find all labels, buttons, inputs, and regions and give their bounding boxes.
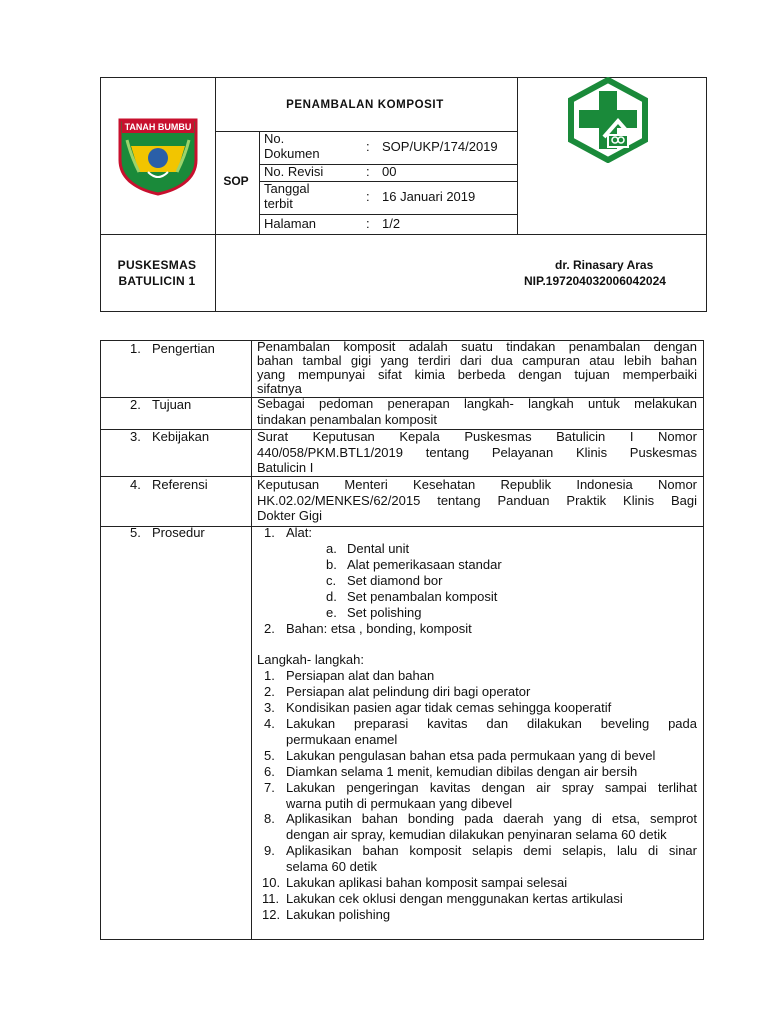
alat-letter: c. — [326, 573, 337, 588]
meta-colon: : — [366, 164, 370, 179]
section-label-kebijakan: Kebijakan — [152, 429, 210, 444]
document-title: PENAMBALAN KOMPOSIT — [286, 99, 444, 111]
alat-item: Alat pemerikasaan standar — [347, 557, 502, 572]
district-logo — [117, 116, 199, 196]
step-number: 1. — [264, 668, 275, 683]
signer-name: dr. Rinasary Aras — [555, 258, 654, 272]
meta-label-no-dokumen: No. Dokumen — [264, 131, 320, 161]
step-text: Aplikasikan bahan bonding pada daerah yang di etsa, semprot — [286, 811, 697, 826]
step-text: Lakukan cek oklusi dengan menggunakan kertas artikulasi — [286, 891, 623, 906]
section-number: 1. — [130, 341, 141, 356]
step-text-cont: warna putih di permukaan yang dibevel — [286, 796, 513, 811]
meta-value-halaman: 1/2 — [382, 216, 401, 231]
signer-nip: NIP.197204032006042024 — [524, 274, 666, 288]
step-number: 5. — [264, 748, 275, 763]
meta-label-tanggal-terbit: Tanggal terbit — [264, 181, 310, 211]
step-text: Lakukan preparasi kavitas dan dilakukan beveling pada — [286, 716, 697, 731]
bahan-text: Bahan: etsa , bonding, komposit — [286, 621, 472, 636]
district-logo-text: TANAH BUMBU — [124, 122, 192, 132]
alat-letter: a. — [326, 541, 337, 556]
step-number: 4. — [264, 716, 275, 731]
meta-colon: : — [366, 216, 370, 231]
step-number: 8. — [264, 811, 275, 826]
section-label-pengertian: Pengertian — [152, 341, 215, 356]
step-text-cont: permukaan enamel — [286, 732, 398, 747]
alat-letter: d. — [326, 589, 337, 604]
section-label-referensi: Referensi — [152, 477, 208, 492]
step-text: Lakukan aplikasi bahan komposit sampai selesai — [286, 875, 568, 890]
section-number: 4. — [130, 477, 141, 492]
step-text-cont: dengan air spray, kemudian dilakukan penyinaran selama 60 detik — [286, 827, 667, 842]
step-text-cont: selama 60 detik — [286, 859, 378, 874]
pengertian-text: Penambalan komposit adalah suatu tindakan penambalan dengan bahan tambal gigi yang terdiri dari dua campuran atau lebih bahan yang mempunyai sifat kimia berbeda dengan tujuan memperbaiki sifatnya — [257, 339, 697, 396]
alat-item: Set diamond bor — [347, 573, 443, 588]
section-label-tujuan: Tujuan — [152, 397, 192, 412]
sop-label: SOP — [223, 174, 249, 188]
step-number: 10. — [262, 875, 281, 890]
meta-value-no-dokumen: SOP/UKP/174/2019 — [382, 139, 498, 154]
meta-label-halaman: Halaman — [264, 216, 317, 231]
alat-item: Set penambalan komposit — [347, 589, 498, 604]
step-text: Kondisikan pasien agar tidak cemas sehingga kooperatif — [286, 700, 612, 715]
meta-colon: : — [366, 139, 370, 154]
meta-value-tanggal-terbit: 16 Januari 2019 — [382, 189, 476, 204]
alat-item: Dental unit — [347, 541, 410, 556]
alat-item: Set polishing — [347, 605, 422, 620]
tujuan-text: Sebagai pedoman penerapan langkah- langkah untuk melakukan tindakan penambalan komposit — [257, 396, 697, 427]
step-text: Persiapan alat pelindung diri bagi operator — [286, 684, 531, 699]
step-text: Aplikasikan bahan komposit selapis demi selapis, lalu di sinar — [286, 843, 697, 858]
step-number: 6. — [264, 764, 275, 779]
step-text: Lakukan pengulasan bahan etsa pada permukaan yang di bevel — [286, 748, 656, 763]
alat-letter: e. — [326, 605, 337, 620]
step-number: 2. — [264, 684, 275, 699]
alat-label: Alat: — [286, 525, 313, 540]
step-number: 12. — [262, 907, 281, 922]
organization-name: PUSKESMAS BATULICIN 1 — [117, 258, 197, 288]
step-number: 11. — [262, 891, 280, 906]
langkah-title: Langkah- langkah: — [257, 652, 364, 667]
meta-label-no-revisi: No. Revisi — [264, 164, 324, 179]
step-text: Lakukan pengeringan kavitas dengan air spray sampai terlihat — [286, 780, 697, 795]
step-number: 3. — [264, 700, 275, 715]
section-number: 5. — [130, 525, 141, 540]
signer-block — [518, 257, 708, 289]
referensi-text: Keputusan Menteri Kesehatan Republik Indonesia Nomor HK.02.02/MENKES/62/2015 tentang Panduan Praktik Klinis Bagi Dokter Gigi — [257, 477, 697, 523]
section-number: 3. — [130, 429, 141, 444]
step-text: Lakukan polishing — [286, 907, 391, 922]
kebijakan-text: Surat Keputusan Kepala Puskesmas Batulicin I Nomor 440/058/PKM.BTL1/2019 tentang Pelayanan Klinis Puskesmas Batulicin I — [257, 429, 697, 475]
alat-number: 1. — [264, 525, 275, 540]
meta-value-no-revisi: 00 — [382, 164, 397, 179]
section-number: 2. — [130, 397, 141, 412]
bahan-number: 2. — [264, 621, 275, 636]
step-number: 7. — [264, 780, 275, 795]
puskesmas-logo — [566, 77, 650, 163]
step-text: Persiapan alat dan bahan — [286, 668, 435, 683]
section-label-prosedur: Prosedur — [152, 525, 205, 540]
meta-colon: : — [366, 189, 370, 204]
alat-letter: b. — [326, 557, 337, 572]
step-number: 9. — [264, 843, 275, 858]
step-text: Diamkan selama 1 menit, kemudian dibilas dengan air bersih — [286, 764, 638, 779]
